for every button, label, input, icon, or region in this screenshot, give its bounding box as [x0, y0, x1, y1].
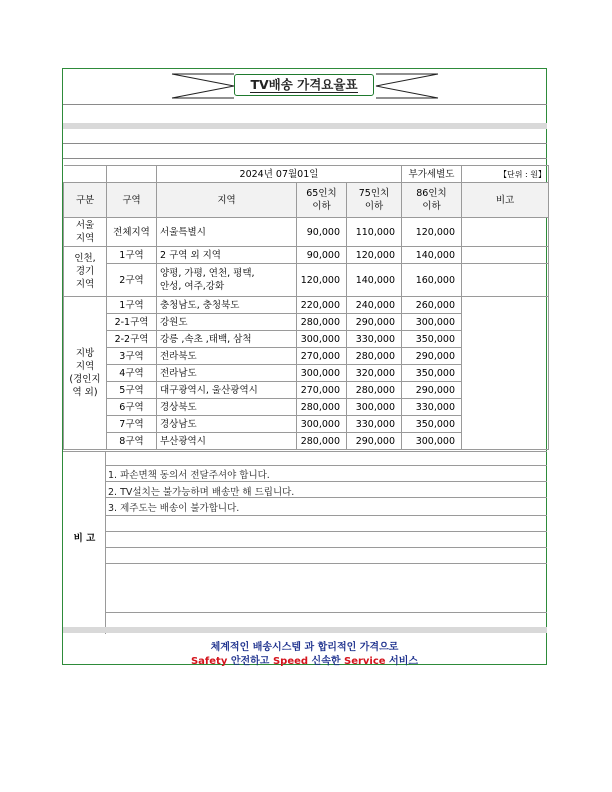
- group-seoul: 서울 지역: [64, 218, 107, 247]
- table-row: 8구역 부산광역시 280,000 290,000 300,000: [64, 433, 549, 450]
- page-title: TV배송 가격요율표: [234, 74, 374, 96]
- group-local: 지방 지역 (경인지 역 외): [64, 297, 107, 450]
- group-incheon: 인천, 경기 지역: [64, 247, 107, 297]
- divider: [63, 158, 547, 159]
- table-row: 지방 지역 (경인지 역 외) 1구역 충청남도, 충청북도 220,000 240,000 260,000: [64, 297, 549, 314]
- table-row: 4구역 전라남도 300,000 320,000 350,000: [64, 365, 549, 382]
- header-remarks: 비고: [462, 183, 549, 218]
- header-75: 75인치 이하: [347, 183, 402, 218]
- table-row: 인천, 경기 지역 1구역 2 구역 외 지역 90,000 120,000 140,000: [64, 247, 549, 264]
- table-row: 5구역 대구광역시, 울산광역시 270,000 280,000 290,000: [64, 382, 549, 399]
- table-row: 3구역 전라북도 270,000 280,000 290,000: [64, 348, 549, 365]
- table-row: 2-2구역 강릉 ,속초 ,태백, 삼척 300,000 330,000 350,000: [64, 331, 549, 348]
- grey-band: [63, 627, 547, 633]
- table-row: 2구역 양평, 가평, 연천, 평택, 안성, 여주,강화 120,000 140,000 160,000: [64, 264, 549, 297]
- table-row: 6구역 경상북도 280,000 300,000 330,000: [64, 399, 549, 416]
- table-row: 2-1구역 강원도 280,000 290,000 300,000: [64, 314, 549, 331]
- footer-line-1: 체계적인 배송시스템 과 합리적인 가격으로: [210, 642, 399, 653]
- footer-line-2: Safety 안전하고 Speed 신속한 Service 서비스: [190, 656, 419, 667]
- header-65: 65인치 이하: [297, 183, 347, 218]
- date-cell: 2024년 07월01일: [157, 166, 402, 183]
- notes-label: 비 고: [73, 533, 96, 544]
- vat-cell: 부가세별도: [402, 166, 462, 183]
- header-gubun: 구분: [64, 183, 107, 218]
- rate-table: [63, 165, 549, 450]
- unit-cell: 【단위 : 원】: [462, 166, 549, 183]
- note-2: 2. TV설치는 불가능하며 배송만 해 드립니다.: [108, 487, 295, 498]
- note-3: 3. 제주도는 배송이 불가합니다.: [108, 503, 240, 514]
- header-zone: 구역: [107, 183, 157, 218]
- header-86: 86인치 이하: [402, 183, 462, 218]
- grey-band: [63, 123, 547, 129]
- table-row: 서울 지역 전체지역 서울특별시 90,000 110,000 120,000: [64, 218, 549, 247]
- note-1: 1. 파손면책 동의서 전달주셔야 합니다.: [108, 470, 270, 481]
- table-row: 7구역 경상남도 300,000 330,000 350,000: [64, 416, 549, 433]
- divider: [63, 104, 547, 105]
- header-region: 지역: [157, 183, 297, 218]
- divider: [63, 143, 547, 144]
